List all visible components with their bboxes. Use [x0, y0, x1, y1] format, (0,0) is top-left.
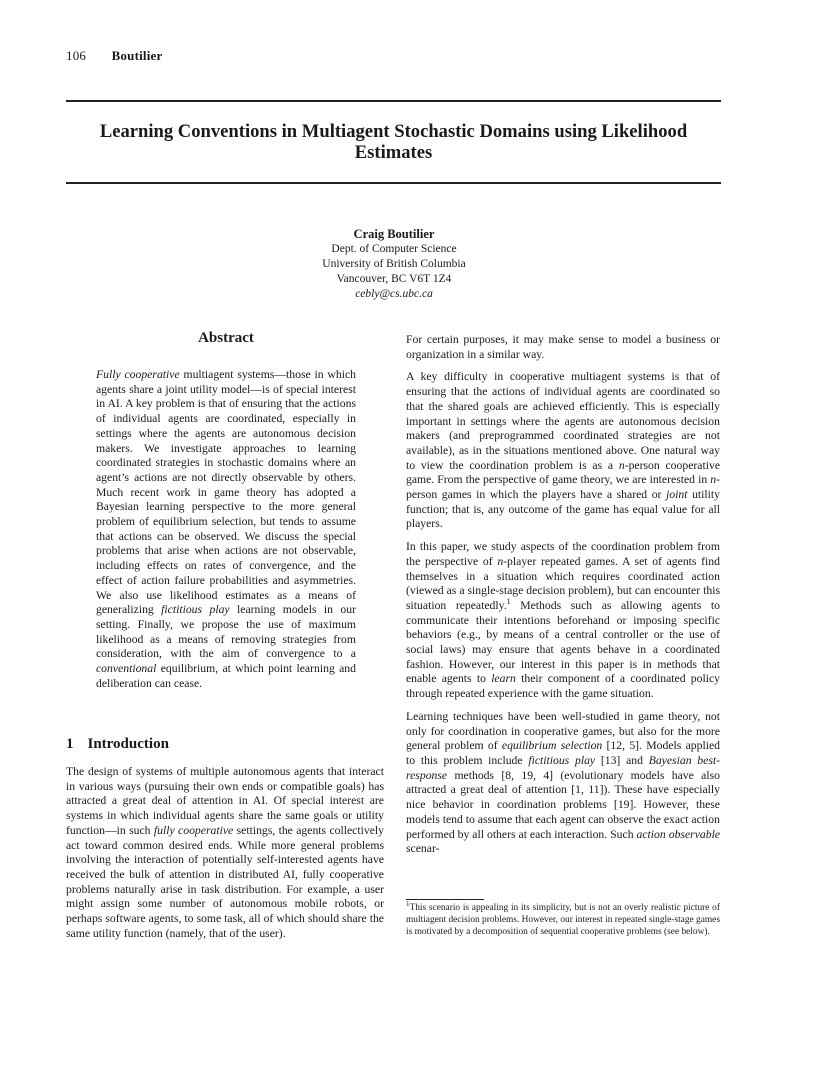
emph-joint: joint	[666, 488, 688, 502]
intro-p5-text-d: methods [8, 19, 4] (evolutionary models have also attracted a great deal of attention [1, 11]). These have especially nice behavior in coordination problems [19]. However, these models tend to assume that each agent can observe the exact action performed by all others at each interaction. Such	[406, 768, 720, 841]
running-header	[66, 48, 162, 64]
title-bottom-rule	[66, 182, 721, 184]
intro-paragraph-2: For certain purposes, it may make sense to model a business or organization in a similar way.	[406, 333, 720, 361]
section-number: 1	[66, 736, 74, 752]
abstract-heading: Abstract	[198, 330, 254, 346]
emph-fully-cooperative: Fully cooperative	[96, 368, 180, 381]
footnote-marker[interactable]: 1	[506, 597, 511, 607]
page-number: 106	[66, 48, 87, 63]
math-n: n	[497, 554, 504, 568]
emph-action-observable: action observable	[636, 827, 721, 841]
emph-conventional: conventional	[96, 662, 157, 676]
footnote-number: 1	[406, 899, 410, 908]
intro-paragraph-5	[406, 710, 720, 857]
right-column	[406, 333, 720, 857]
emph-fictitious-play-intro: fictitious play	[528, 753, 596, 767]
abstract-text-a: multiagent systems—those in which agents share a joint utility model—is of special interest in AI. A key problem is that of ensuring that the actions of individual agents are coordinated, especially in settings where the agents are autonomous decision makers. We investigate approaches to learning coordinated strategies in stochastic domains where an agent’s actions are not directly observable by others. Much recent work in game theory has adopted a Bayesian learning perspective to the more general problem of equilibrium selection, but tends to assume that actions can be observed. We discuss the special problems that arise when actions are not observable, including effects on rates of convergence, and the effect of action failure probabilities and asymmetries. We also use likelihood estimates as a means of generalizing	[96, 368, 356, 617]
intro-p3-text-d: utility function; that is, any outcome of the game has equal value for all players.	[406, 488, 720, 531]
intro-left-column	[66, 765, 384, 941]
abstract-text-b: learning models in our setting. Finally, we propose the use of maximum likelihood as a means of removing strategies from consideration, with the aim of convergence to a	[96, 603, 356, 661]
abstract-text-c: equilibrium, at which point learning and deliberation can cease.	[96, 662, 356, 690]
emph-equilibrium-selection: equilibrium selection	[501, 739, 603, 753]
intro-paragraph-3	[406, 370, 720, 532]
intro-paragraph-4	[406, 540, 720, 702]
title-top-rule	[66, 100, 721, 102]
intro-p5-text-a: Learning techniques have been well-studied in game theory, not only for coordination in cooperative games, but also for the more general problem of	[406, 709, 720, 753]
intro-p4-text-c: Methods such as allowing agents to communicate their intentions beforehand or imposing specific behaviors (e.g., by means of a central controller or the use of social laws) may ensure that agents behave in a coordinated fashion. However, our interest in this paper is in methods that enable agents to	[406, 598, 720, 686]
intro-p3-text-b: -person cooperative game. From the perspective of game theory, we are interested in	[406, 458, 721, 487]
intro-p1-text-a: The design of systems of multiple autonomous agents that interact in various ways (pursuing their own ends or compatible goals) has attracted a great deal of attention in AI. Of special interest are systems in which individual agents share the same goals or utility function—in such	[66, 765, 384, 837]
emph-learn: learn	[491, 672, 516, 686]
footnote	[406, 899, 720, 938]
author-name: Craig Boutilier	[353, 227, 435, 241]
author-address: Vancouver, BC V6T 1Z4	[336, 273, 452, 285]
intro-p1-text-b: settings, the agents collectively act toward common desired ends. While more general problems involving the interaction of potentially self-interested agents have received the bulk of attention in distributed AI, fully cooperative problems naturally arise in task distribution. For example, a user might assign some number of autonomous mobile robots, or perhaps software agents, to some task, all of which should share the same utility function (namely, that of the user).	[66, 823, 384, 940]
author-email: cebly@cs.ubc.ca	[355, 288, 433, 300]
running-author: Boutilier	[111, 48, 163, 63]
intro-p5-text-c: [13] and	[595, 753, 649, 767]
intro-p3-text-a: A key difficulty in cooperative multiagent systems is that of ensuring that the actions of individual agents are coordinated so that the shared goals are achieved efficiently. This is especially important in settings where the agents are autonomous decision makers (and preprogrammed coordinated strategies are not available), as in the situations mentioned above. One natural way to view the coordination problem is as a	[406, 370, 720, 472]
author-block	[214, 227, 574, 302]
footnote-text: This scenario is appealing in its simplicity, but is not an overly realistic picture of multiagent decision problems. However, our interest in repeated single-stage games is motivated by a decomposition of sequential cooperative problems (see below).	[406, 903, 720, 937]
section-heading-introduction	[66, 736, 169, 753]
intro-p3-text-c: -person games in which the players have a shared or	[406, 473, 720, 502]
math-n: n	[618, 458, 625, 472]
emph-fictitious-play: fictitious play	[161, 603, 230, 617]
intro-paragraph-1	[66, 765, 384, 941]
footnote-rule	[406, 899, 484, 900]
intro-p5-text-e: scenar-	[406, 842, 440, 856]
abstract-paragraph	[96, 368, 356, 691]
paper-title: Learning Conventions in Multiagent Stochastic Domains using Likelihood Estimates	[99, 121, 688, 163]
intro-p4-text-d: their component of a coordinated policy through repeated experience with the game situation.	[406, 672, 720, 701]
intro-p4-text-a: In this paper, we study aspects of the coordination problem from the perspective of	[406, 540, 720, 568]
intro-p4-text-b: -player repeated games. A set of agents find themselves in a situation which requires coordinated action (viewed as a single-stage decision problem), but can encounter this situation repeatedly.	[406, 554, 720, 612]
section-title: Introduction	[87, 736, 169, 752]
emph-bayesian-best-response: Bayesian best-response	[406, 753, 721, 782]
abstract-body	[96, 368, 356, 691]
intro-p5-text-b: [12, 5]. Models applied to this problem include	[406, 739, 720, 767]
author-university: University of British Columbia	[322, 258, 466, 270]
math-n: n	[710, 473, 717, 487]
author-department: Dept. of Computer Science	[331, 243, 457, 255]
emph-fully-cooperative-intro: fully cooperative	[153, 823, 234, 837]
